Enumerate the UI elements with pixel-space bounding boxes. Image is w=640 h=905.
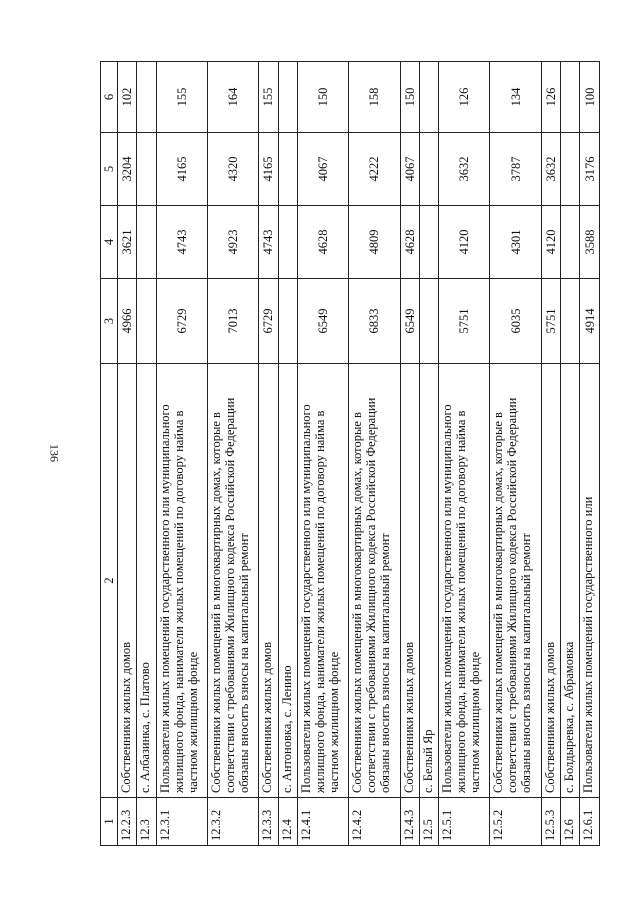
table-row xyxy=(400,62,419,846)
page-number: 136 xyxy=(47,444,62,462)
tariff-table xyxy=(100,61,600,846)
row-value-col5: 4165 xyxy=(156,133,207,206)
row-value-col6: 126 xyxy=(439,62,490,133)
row-value-col4 xyxy=(419,206,438,279)
row-value-col5: 3787 xyxy=(490,133,541,206)
row-code: 12.5.1 xyxy=(439,798,490,846)
table-row xyxy=(118,62,137,846)
row-value-col5: 4067 xyxy=(297,133,348,206)
row-code: 12.3.2 xyxy=(207,798,258,846)
table-row xyxy=(561,62,580,846)
row-description: Пользователи жилых помещений государственного или xyxy=(580,364,600,798)
row-value-col5 xyxy=(561,133,580,206)
row-value-col3: 5751 xyxy=(541,279,560,364)
row-value-col5 xyxy=(137,133,156,206)
rotated-table-container xyxy=(100,62,600,846)
row-value-col6: 126 xyxy=(541,62,560,133)
row-code: 12.4.2 xyxy=(349,798,400,846)
row-value-col3 xyxy=(419,279,438,364)
row-value-col3: 6035 xyxy=(490,279,541,364)
row-value-col6: 158 xyxy=(349,62,400,133)
table-row xyxy=(490,62,541,846)
row-value-col6: 150 xyxy=(297,62,348,133)
row-value-col5: 3176 xyxy=(580,133,600,206)
row-description: Пользователи жилых помещений государственного или муниципального жилищного фонда, наниматели жилых помещений по договору найма в частном жилищном фонде xyxy=(439,364,490,798)
row-value-col4: 3621 xyxy=(118,206,137,279)
table-row xyxy=(580,62,600,846)
row-value-col3: 6549 xyxy=(400,279,419,364)
row-description: Собственники жилых домов xyxy=(541,364,560,798)
row-value-col4: 4923 xyxy=(207,206,258,279)
row-description: Пользователи жилых помещений государственного или муниципального жилищного фонда, наниматели жилых помещений по договору найма в частном жилищном фонде xyxy=(156,364,207,798)
row-value-col4: 3588 xyxy=(580,206,600,279)
row-description: Собственники жилых помещений в многоквартирных домах, которые в соответствии с требованиями Жилищного кодекса Российской Федерации обязаны вносить взносы на капитальный ремонт xyxy=(207,364,258,798)
row-value-col3: 4966 xyxy=(118,279,137,364)
row-value-col3: 6833 xyxy=(349,279,400,364)
row-code: 12.5.3 xyxy=(541,798,560,846)
table-row xyxy=(278,62,297,846)
row-description: с. Антоновка, с. Ленино xyxy=(278,364,297,798)
row-value-col3: 6729 xyxy=(156,279,207,364)
row-value-col4 xyxy=(278,206,297,279)
col-header-2: 2 xyxy=(101,364,118,798)
table-row xyxy=(137,62,156,846)
row-value-col4: 4120 xyxy=(541,206,560,279)
header-row xyxy=(101,62,118,846)
table-row xyxy=(207,62,258,846)
col-header-6: 6 xyxy=(101,62,118,133)
table-row xyxy=(439,62,490,846)
row-value-col6: 102 xyxy=(118,62,137,133)
row-value-col3: 6729 xyxy=(259,279,278,364)
table-row xyxy=(349,62,400,846)
row-value-col4: 4628 xyxy=(400,206,419,279)
row-code: 12.3.3 xyxy=(259,798,278,846)
col-header-4: 4 xyxy=(101,206,118,279)
row-value-col3 xyxy=(278,279,297,364)
row-value-col4: 4809 xyxy=(349,206,400,279)
row-value-col4: 4628 xyxy=(297,206,348,279)
row-value-col6: 150 xyxy=(400,62,419,133)
table-row xyxy=(259,62,278,846)
row-value-col5: 4067 xyxy=(400,133,419,206)
row-value-col3 xyxy=(137,279,156,364)
row-value-col6 xyxy=(561,62,580,133)
col-header-5: 5 xyxy=(101,133,118,206)
col-header-1: 1 xyxy=(101,798,118,846)
row-value-col6 xyxy=(419,62,438,133)
table-row xyxy=(541,62,560,846)
row-code: 12.4 xyxy=(278,798,297,846)
row-value-col4: 4301 xyxy=(490,206,541,279)
row-value-col4 xyxy=(137,206,156,279)
row-description: Пользователи жилых помещений государственного или муниципального жилищного фонда, наниматели жилых помещений по договору найма в частном жилищном фонде xyxy=(297,364,348,798)
row-value-col5: 3632 xyxy=(541,133,560,206)
row-value-col6 xyxy=(137,62,156,133)
row-value-col6: 134 xyxy=(490,62,541,133)
row-value-col3: 6549 xyxy=(297,279,348,364)
table-row xyxy=(156,62,207,846)
row-description: Собственники жилых домов xyxy=(400,364,419,798)
table-row xyxy=(297,62,348,846)
row-value-col5: 3632 xyxy=(439,133,490,206)
row-code: 12.3.1 xyxy=(156,798,207,846)
row-value-col6: 155 xyxy=(259,62,278,133)
row-description: Собственники жилых помещений в многоквартирных домах, которые в соответствии с требованиями Жилищного кодекса Российской Федерации обязаны вносить взносы на капитальный ремонт xyxy=(349,364,400,798)
row-value-col4 xyxy=(561,206,580,279)
row-description: Собственники жилых домов xyxy=(118,364,137,798)
row-code: 12.5.2 xyxy=(490,798,541,846)
row-code: 12.4.3 xyxy=(400,798,419,846)
row-code: 12.6 xyxy=(561,798,580,846)
row-value-col3 xyxy=(561,279,580,364)
row-value-col5: 4165 xyxy=(259,133,278,206)
row-value-col5: 4222 xyxy=(349,133,400,206)
row-value-col5 xyxy=(419,133,438,206)
row-code: 12.5 xyxy=(419,798,438,846)
table-row xyxy=(419,62,438,846)
row-value-col6 xyxy=(278,62,297,133)
row-description: Собственники жилых помещений в многоквартирных домах, которые в соответствии с требованиями Жилищного кодекса Российской Федерации обязаны вносить взносы на капитальный ремонт xyxy=(490,364,541,798)
row-value-col3: 7013 xyxy=(207,279,258,364)
row-value-col5: 3204 xyxy=(118,133,137,206)
row-code: 12.2.3 xyxy=(118,798,137,846)
row-value-col5: 4320 xyxy=(207,133,258,206)
col-header-3: 3 xyxy=(101,279,118,364)
row-description: Собственники жилых домов xyxy=(259,364,278,798)
row-value-col5 xyxy=(278,133,297,206)
row-description: с. Болдыревка, с. Абрамовка xyxy=(561,364,580,798)
row-value-col4: 4120 xyxy=(439,206,490,279)
row-code: 12.3 xyxy=(137,798,156,846)
row-value-col6: 155 xyxy=(156,62,207,133)
row-value-col6: 164 xyxy=(207,62,258,133)
row-value-col4: 4743 xyxy=(259,206,278,279)
row-value-col3: 4914 xyxy=(580,279,600,364)
row-description: с. Белый Яр xyxy=(419,364,438,798)
row-code: 12.6.1 xyxy=(580,798,600,846)
row-description: с. Албазинка, с. Платово xyxy=(137,364,156,798)
row-code: 12.4.1 xyxy=(297,798,348,846)
row-value-col6: 100 xyxy=(580,62,600,133)
row-value-col4: 4743 xyxy=(156,206,207,279)
row-value-col3: 5751 xyxy=(439,279,490,364)
